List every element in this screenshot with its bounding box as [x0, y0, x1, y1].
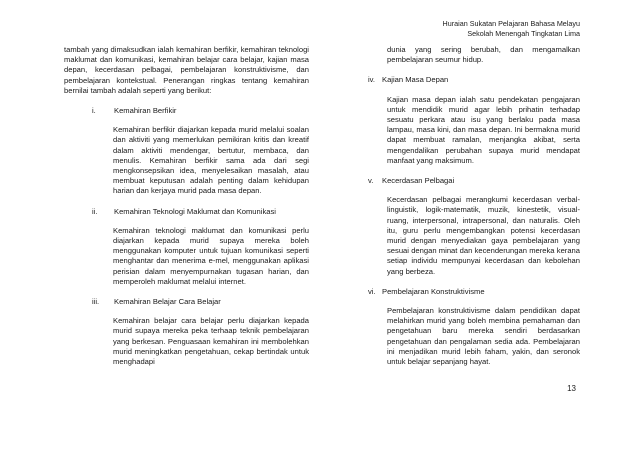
header-title: Huraian Sukatan Pelajaran Bahasa Melayu — [442, 19, 580, 28]
section-body-iv: Kajian masa depan ialah satu pendekatan pengajaran untuk mendidik murid agar lebih prihatin terhadap sesuatu perkara atau isu yang berlaku pada masa lampau, masa kini, dan masa depan. Ini bermakna murid dapat membuat ramalan, menjangka akibat, serta mengendalikan perubahan supaya murid mendapat manfaat yang maksimum. — [387, 94, 580, 165]
section-heading-ii — [64, 207, 309, 217]
section-title: Pembelajaran Konstruktivisme — [382, 286, 485, 296]
section-numeral: i. — [92, 106, 96, 116]
section-body-vi: Pembelajaran konstruktivisme dalam pendidikan dapat melahirkan murid yang boleh membina pemahaman dan pengetahuan baru mereka sendiri berdasarkan pengetahuan dan pengalaman sedia ada. Pembelajaran ini menjadikan murid lebih faham, yakin, dan seronok untuk belajar sepanjang hayat. — [387, 306, 580, 367]
page-header — [280, 19, 580, 38]
section-title: Kemahiran Berfikir — [114, 106, 177, 116]
section-heading-v — [358, 176, 580, 186]
right-column — [358, 45, 580, 367]
left-column — [64, 45, 309, 367]
section-numeral: vi. — [368, 286, 376, 296]
page-number: 13 — [567, 384, 576, 393]
section-body-v: Kecerdasan pelbagai merangkumi kecerdasan verbal-linguistik, logik-matematik, muzik, kinestetik, visual-ruang, interpersonal, intrapersonal, dan naturalis. Oleh itu, guru perlu mengembangkan potensi kecerdasan murid dengan menyediakan gaya pembelajaran yang sesuai dengan minat dan kecenderungan mereka kerana setiap individu mempunyai kecerdasan dan kebolehan yang berbeza. — [387, 195, 580, 276]
section-numeral: iv. — [368, 75, 376, 85]
section-body-i: Kemahiran berfikir diajarkan kepada murid melalui soalan dan aktiviti yang memerlukan pemikiran kritis dan kreatif dalam aktiviti mendengar, bertutur, membaca, dan menulis. Kemahiran berfikir sama ada dari segi mengkonsepsikan idea, menyelesaikan masalah, atau membuat keputusan adalah penting dalam kehidupan harian dan kerjaya murid pada masa depan. — [113, 125, 309, 196]
section-numeral: ii. — [92, 206, 98, 216]
header-subtitle: Sekolah Menengah Tingkatan Lima — [467, 28, 580, 38]
section-heading-iv — [358, 75, 580, 85]
section-body-iii: Kemahiran belajar cara belajar perlu diajarkan kepada murid supaya mereka peka terhaap teknik pembelajaran yang berkesan. Penguasaan kemahiran ini membolehkan murid meningkatkan pengetahuan, cekap bertindak untuk menghadapi — [113, 316, 309, 367]
section-numeral: v. — [368, 176, 374, 186]
intro-paragraph: tambah yang dimaksudkan ialah kemahiran berfikir, kemahiran teknologi maklumat dan komunikasi, kemahiran belajar cara belajar, kajian masa depan, kecerdasan pelbagai, pembelajaran konstruktivisme, dan pembelajaran kontekstual. Penerangan ringkas tentang kemahiran bernilai tambah adalah seperti yang berikut: — [64, 45, 309, 95]
section-heading-vi — [358, 287, 580, 297]
section-title: Kajian Masa Depan — [382, 75, 449, 85]
section-heading-iii — [64, 297, 309, 307]
section-title: Kemahiran Belajar Cara Belajar — [114, 297, 221, 307]
section-title: Kemahiran Teknologi Maklumat dan Komunikasi — [114, 206, 276, 216]
section-title: Kecerdasan Pelbagai — [382, 176, 455, 186]
continued-paragraph: dunia yang sering berubah, dan mengamalkan pembelajaran seumur hidup. — [387, 45, 580, 65]
section-numeral: iii. — [92, 297, 100, 307]
section-body-ii: Kemahiran teknologi maklumat dan komunikasi perlu diajarkan kepada murid supaya mereka boleh menggunakan komputer untuk tujuan komunikasi seperti menghantar dan menerima e-mel, menggunakan aplikasi perisian dalam menyempurnakan tugasan harian, dan memperoleh maklumat melalui internet. — [113, 225, 309, 286]
section-heading-i — [64, 106, 309, 116]
